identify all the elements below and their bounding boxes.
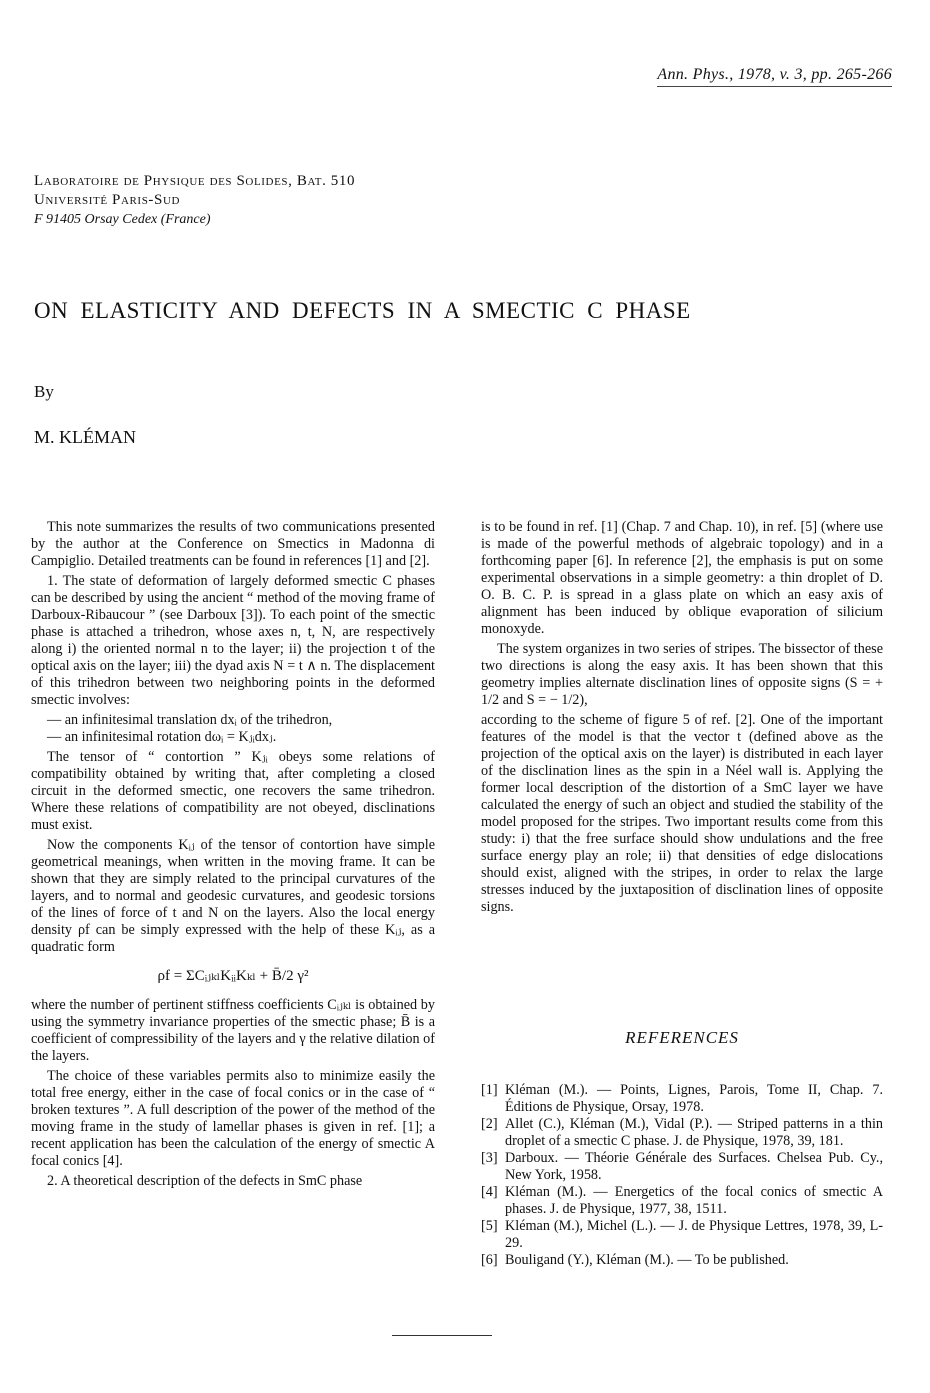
paragraph-intro: This note summarizes the results of two communications presented by the author at the Conference on Smectics in Madonna di Campiglio. Detailed treatments can be found in references [1] and [2]. — [31, 519, 435, 569]
reference-item: [1] Kléman (M.). — Points, Lignes, Parois, Tome II, Chap. 7. Éditions de Physique, Orsay, 1978. — [481, 1082, 883, 1115]
paragraph-continuation: is to be found in ref. [1] (Chap. 7 and Chap. 10), in ref. [5] (where use is made of the powerful methods of algebraic topology) and in a forthcoming paper [6]. In reference [2], the emphasis is put on some experimental observations in a simple geometry: a thin droplet of D. O. B. C. P. is spread in a glass plate on which an easy axis of alignment has been induced by oblique evaporation of silicium monoxyde. — [481, 519, 883, 637]
reference-item: [2] Allet (C.), Kléman (M.), Vidal (P.). — Striped patterns in a thin droplet of a smectic C phase. J. de Physique, 1978, 39, 181. — [481, 1116, 883, 1149]
reference-item: [3] Darboux. — Théorie Générale des Surfaces. Chelsea Pub. Cy., New York, 1958. — [481, 1150, 883, 1183]
paragraph-components: Now the components Kᵢⱼ of the tensor of contortion have simple geometrical meanings, when written in the moving frame. It can be shown that they are simply related to the principal curvatures of the layers, and to normal and geodesic curvatures, and geodesic torsions of the lines of force of t and N on the layers. Also the local energy density ρf can be simply expressed with the help of these Kᵢⱼ, as a quadratic form — [31, 837, 435, 955]
references-heading: REFERENCES — [625, 1028, 739, 1047]
affiliation-lab: Laboratoire de Physique des Solides, Bat. 510 — [34, 173, 356, 189]
paragraph-section-1: 1. The state of deformation of largely deformed smectic C phases can be described by using the ancient “ method of the moving frame of Darboux-Ribaucour ” (see Darboux [3]). To each point of the smectic phase is attached a trihedron, whose axes n, t, N, are respectively along i) the oriented normal n to the layer; ii) the projection t of the optical axis on the layer; iii) the dyad axis N = t ∧ n. The displacement of this trihedron between two neighboring points in the deformed smectic involves: — [31, 573, 435, 708]
list-item-translation: — an infinitesimal translation dxᵢ of the trihedron, — [47, 712, 333, 728]
reference-item: [6] Bouligand (Y.), Kléman (M.). — To be published. — [481, 1252, 789, 1268]
author-name: M. KLÉMAN — [34, 427, 136, 447]
paper-title: ON ELASTICITY AND DEFECTS IN A SMECTIC C PHASE — [34, 298, 691, 323]
by-label: By — [34, 382, 54, 401]
journal-citation: Ann. Phys., 1978, v. 3, pp. 265-266 — [657, 66, 892, 87]
paragraph-contortion: The tensor of “ contortion ” Kⱼᵢ obeys some relations of compatibility obtained by writing that, after completing a closed circuit in the deformed smectic, one recovers the same trihedron. Where these relations of compatibility are not obeyed, disclinations must exist. — [31, 749, 435, 833]
paragraph-model: according to the scheme of figure 5 of ref. [2]. One of the important features of the model is that the vector t (defined above as the projection of the optical axis on the layer) is distributed in each layer of the disclination lines as the spin in a Néel wall is. Applying the former local description of the distortion of a SmC layer we have calculated the energy of such an object and studied the stability of the model proposed for the stripes. Two important results come from this study: i) that the free surface should show undulations and the free surface energy play an role; ii) that densities of edge dislocations should exist, aligned with the stripes, in order to relax the large stresses induced by the juxtaposition of disclination lines of opposite signs. — [481, 712, 883, 915]
references-list — [481, 1082, 883, 1270]
paragraph-coefficients: where the number of pertinent stiffness coefficients Cᵢⱼₖₗ is obtained by using the symmetry invariance properties of the smectic phase; B̄ is a coefficient of compressibility of the layers and γ the relative dilation of the layers. — [31, 997, 435, 1064]
affiliation-address: F 91405 Orsay Cedex (France) — [34, 212, 211, 227]
affiliation-block — [34, 172, 355, 229]
affiliation-university: Université Paris-Sud — [34, 192, 181, 208]
equation-energy-density: ρf = ΣCᵢⱼₖₗKᵢᵢKₖₗ + B̄/2 γ² — [157, 968, 309, 984]
footer-divider — [392, 1335, 492, 1336]
reference-item: [5] Kléman (M.), Michel (L.). — J. de Physique Lettres, 1978, 39, L-29. — [481, 1218, 883, 1251]
left-column — [31, 519, 435, 1193]
list-item-rotation: — an infinitesimal rotation dωᵢ = Kⱼᵢdxⱼ. — [47, 729, 277, 745]
paragraph-stripes: The system organizes in two series of stripes. The bissector of these two directions is along the easy axis. It has been shown that this geometry implies alternate disclination lines of opposite signs (S = + 1/2 and S = − 1/2), — [481, 641, 883, 708]
paragraph-minimization: The choice of these variables permits also to minimize easily the total free energy, either in the case of focal conics or in the case of “ broken textures ”. A full description of the power of the method of the moving frame in the study of lamellar phases is given in ref. [1]; a recent application has been the calculation of the energy of smectic A focal conics [4]. — [31, 1068, 435, 1169]
paragraph-section-2: 2. A theoretical description of the defects in SmC phase — [47, 1173, 363, 1189]
reference-item: [4] Kléman (M.). — Energetics of the focal conics of smectic A phases. J. de Physique, 1977, 38, 1511. — [481, 1184, 883, 1217]
right-column — [481, 519, 883, 919]
